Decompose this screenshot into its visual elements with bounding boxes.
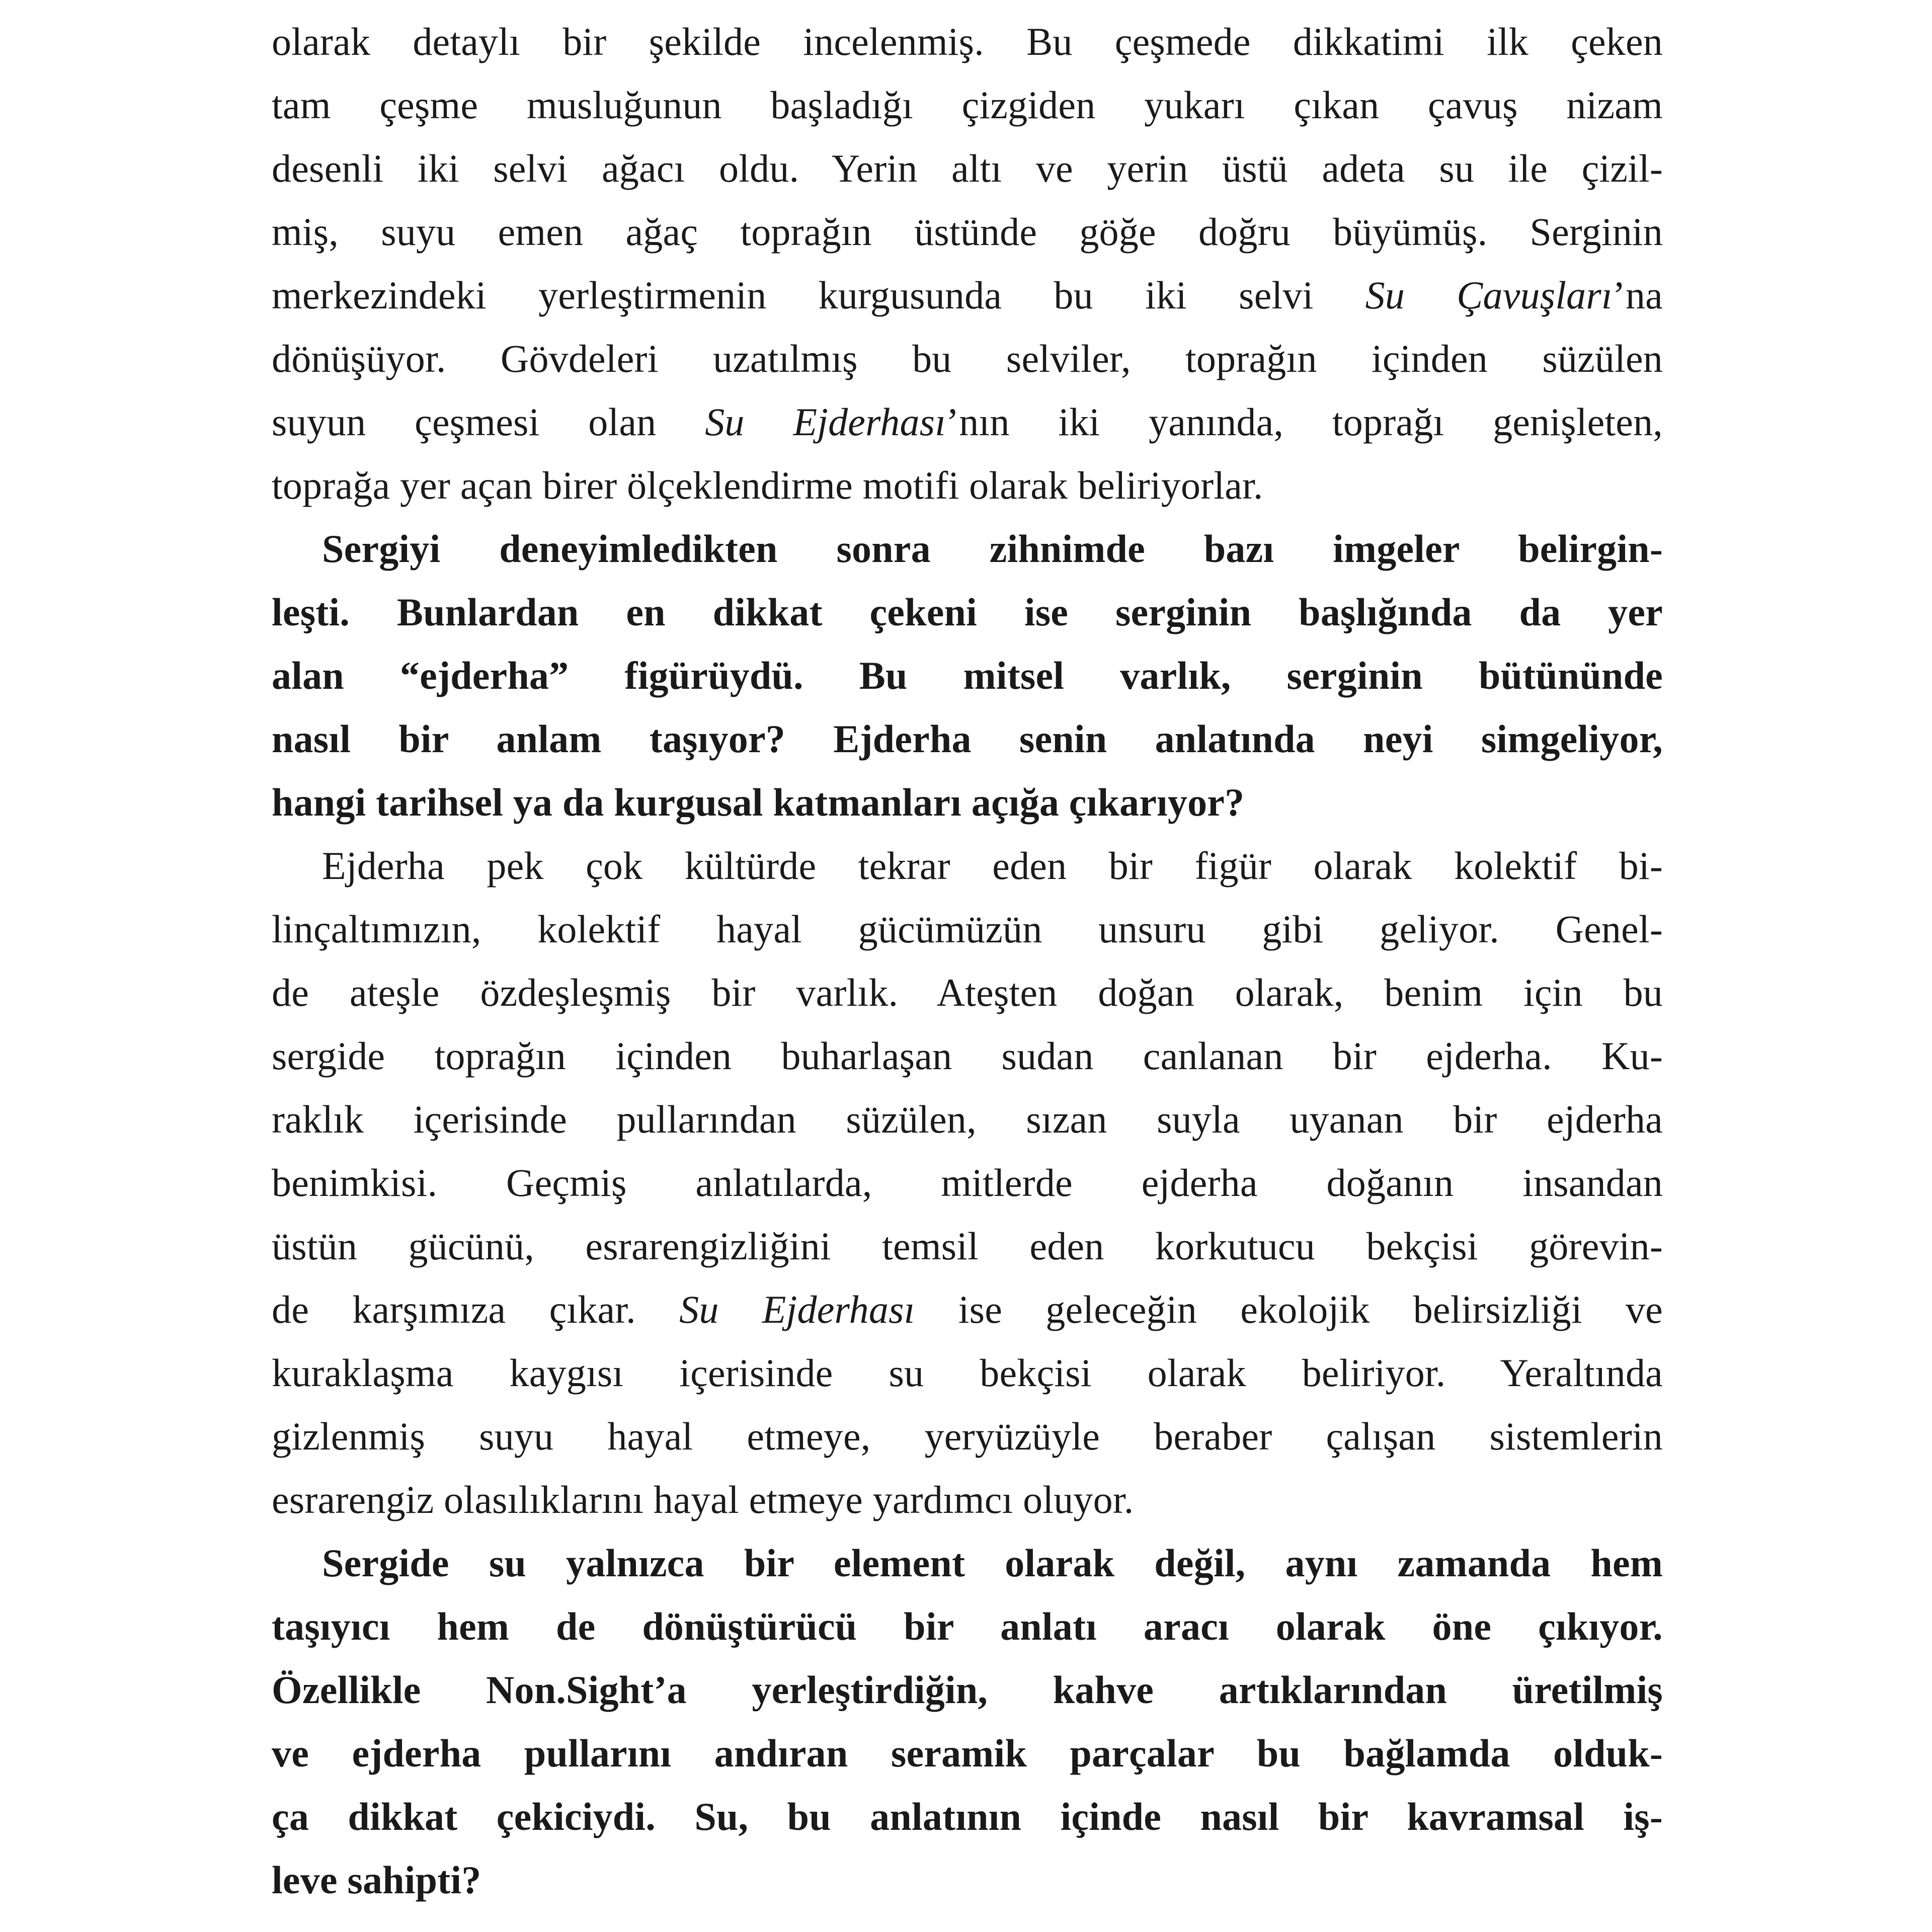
- text-line: [272, 1468, 1663, 1532]
- text-run: ve ejderha pullarını andıran seramik parçalar bu bağlamda olduk-: [272, 1731, 1663, 1775]
- text-run: esrarengiz olasılıklarını hayal etmeye yardımcı oluyor.: [272, 1478, 1134, 1521]
- text-line: [272, 454, 1663, 517]
- text-line: [272, 1405, 1663, 1468]
- text-run: merkezindeki yerleştirmenin kurgusunda bu iki selvi: [272, 273, 1365, 317]
- text-line: [272, 137, 1663, 200]
- text-run: linçaltımızın, kolektif hayal gücümüzün unsuru gibi geliyor. Genel-: [272, 907, 1663, 951]
- text-run: tam çeşme musluğunun başladığı çizgiden yukarı çıkan çavuş nizam: [272, 83, 1663, 127]
- text-line: [272, 581, 1663, 644]
- text-line: [272, 390, 1663, 454]
- text-line: [272, 898, 1663, 961]
- text-run: suyun çeşmesi olan: [272, 400, 705, 444]
- text-line: [272, 200, 1663, 264]
- text-run: toprağa yer açan birer ölçeklendirme motifi olarak beliriyorlar.: [272, 463, 1263, 507]
- text-run: raklık içerisinde pullarından süzülen, sızan suyla uyanan bir ejderha: [272, 1097, 1663, 1141]
- text-run: leşti. Bunlardan en dikkat çekeni ise serginin başlığında da yer: [272, 590, 1663, 634]
- text-run: olarak detaylı bir şekilde incelenmiş. Bu çeşmede dikkatimi ilk çeken: [272, 20, 1663, 63]
- text-line: [272, 1341, 1663, 1405]
- text-line: [272, 1722, 1663, 1785]
- text-run: ise geleceğin ekolojik belirsizliği ve: [915, 1287, 1663, 1331]
- page-text-block: [272, 10, 1663, 1912]
- text-line: [272, 1088, 1663, 1151]
- text-line: [272, 771, 1663, 834]
- text-line: [272, 707, 1663, 771]
- text-run: nasıl bir anlam taşıyor? Ejderha senin anlatında neyi simgeliyor,: [272, 717, 1663, 761]
- text-run: Sergide su yalnızca bir element olarak değil, aynı zamanda hem: [322, 1541, 1663, 1585]
- text-line: [272, 1151, 1663, 1215]
- text-line: [272, 1785, 1663, 1848]
- text-run: Sergiyi deneyimledikten sonra zihnimde bazı imgeler belirgin-: [322, 527, 1663, 571]
- text-line: [272, 73, 1663, 137]
- text-run: dönüşüyor. Gövdeleri uzatılmış bu selviler, toprağın içinden süzülen: [272, 337, 1663, 380]
- text-run: ’nın iki yanında, toprağı genişleten,: [946, 400, 1663, 444]
- text-run: Özellikle Non.Sight’a yerleştirdiğin, kahve artıklarından üretilmiş: [272, 1668, 1663, 1712]
- italic-text-run: Su Ejderhası: [705, 400, 946, 444]
- text-run: hangi tarihsel ya da kurgusal katmanları açığa çıkarıyor?: [272, 780, 1245, 824]
- text-run: Ejderha pek çok kültürde tekrar eden bir figür olarak kolektif bi-: [322, 844, 1663, 888]
- text-run: desenli iki selvi ağacı oldu. Yerin altı ve yerin üstü adeta su ile çizil-: [272, 146, 1663, 190]
- text-run: ça dikkat çekiciydi. Su, bu anlatının içinde nasıl bir kavramsal iş-: [272, 1795, 1663, 1838]
- text-run: leve sahipti?: [272, 1858, 481, 1902]
- text-run: de karşımıza çıkar.: [272, 1287, 680, 1331]
- text-run: üstün gücünü, esrarengizliğini temsil eden korkutucu bekçisi görevin-: [272, 1224, 1663, 1268]
- text-line: [272, 1658, 1663, 1722]
- text-line: [272, 644, 1663, 707]
- text-line: [272, 1024, 1663, 1088]
- text-line: [272, 834, 1663, 898]
- text-line: [272, 961, 1663, 1024]
- italic-text-run: Su Ejderhası: [679, 1287, 915, 1331]
- text-run: de ateşle özdeşleşmiş bir varlık. Ateşten doğan olarak, benim için bu: [272, 971, 1663, 1014]
- text-line: [272, 517, 1663, 581]
- text-run: benimkisi. Geçmiş anlatılarda, mitlerde ejderha doğanın insandan: [272, 1161, 1663, 1204]
- text-run: miş, suyu emen ağaç toprağın üstünde göğe doğru büyümüş. Serginin: [272, 210, 1663, 254]
- text-run: gizlenmiş suyu hayal etmeye, yeryüzüyle beraber çalışan sistemlerin: [272, 1414, 1663, 1458]
- text-line: [272, 264, 1663, 327]
- text-run: taşıyıcı hem de dönüştürücü bir anlatı aracı olarak öne çıkıyor.: [272, 1604, 1663, 1648]
- text-line: [272, 1215, 1663, 1278]
- text-run: kuraklaşma kaygısı içerisinde su bekçisi olarak beliriyor. Yeraltında: [272, 1351, 1663, 1395]
- italic-text-run: Su Çavuşları: [1365, 273, 1613, 317]
- text-line: [272, 1278, 1663, 1341]
- text-run: alan “ejderha” figürüydü. Bu mitsel varlık, serginin bütününde: [272, 654, 1663, 697]
- text-line: [272, 1532, 1663, 1595]
- text-line: [272, 10, 1663, 73]
- text-line: [272, 1848, 1663, 1912]
- text-run: sergide toprağın içinden buharlaşan sudan canlanan bir ejderha. Ku-: [272, 1034, 1663, 1078]
- text-line: [272, 1595, 1663, 1658]
- text-run: ’na: [1612, 273, 1663, 317]
- text-line: [272, 327, 1663, 390]
